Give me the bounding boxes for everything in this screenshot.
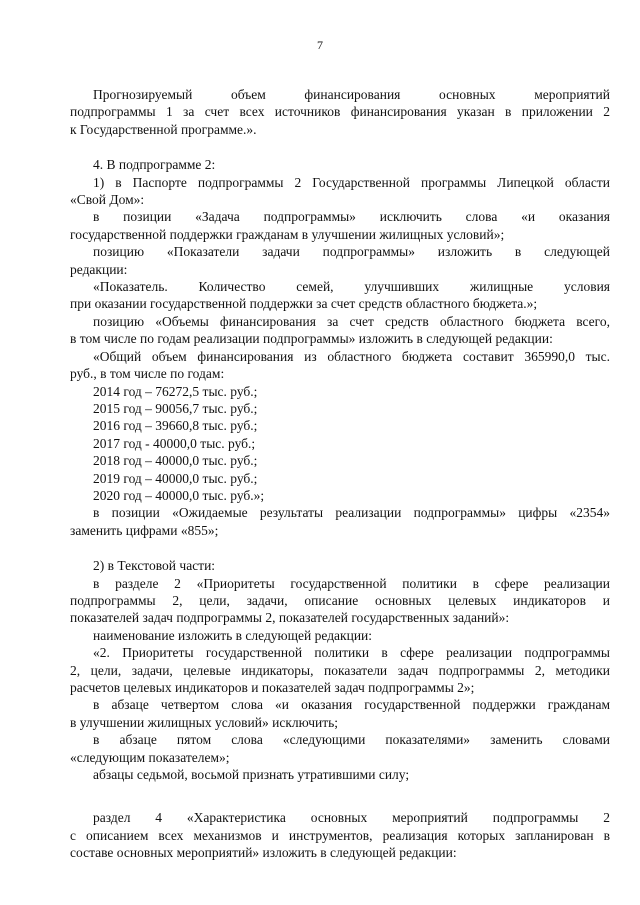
year-2014: 2014 год – 76272,5 тыс. руб.; (93, 383, 258, 399)
intro-line-1: Прогнозируемый объем финансирования основных мероприятий (93, 87, 610, 102)
section-4-heading: 4. В подпрограмме 2: (93, 157, 216, 173)
indicator-value-line-2: при оказании государственной поддержки за счет средств областного бюджета.»; (70, 296, 538, 312)
title-instruction: наименование изложить в следующей редакции: (93, 627, 373, 643)
intro-line-3: к Государственной программе.». (70, 121, 257, 137)
page-number: 7 (317, 38, 323, 52)
year-2018: 2018 год – 40000,0 тыс. руб.; (93, 453, 258, 469)
passport-line-1: 1) в Паспорте подпрограммы 2 Государственной программы Липецкой области (93, 174, 610, 190)
year-2016: 2016 год – 39660,8 тыс. руб.; (93, 418, 258, 434)
year-2015: 2015 год – 90056,7 тыс. руб.; (93, 400, 258, 416)
paragraphs-7-8: абзацы седьмой, восьмой признать утратившими силу; (93, 767, 410, 783)
new-title-line-1: «2. Приоритеты государственной политики в сфере реализации подпрограммы (93, 645, 610, 661)
section-2-line-2: подпрограммы 2, цели, задачи, описание основных целевых индикаторов и (70, 592, 610, 608)
passport-line-2: «Свой Дом»: (70, 192, 145, 208)
expected-results-line-2: заменить цифрами «855»; (70, 522, 219, 538)
indicators-line-1: позицию «Показатели задачи подпрограммы» изложить в следующей (93, 244, 610, 260)
section-4-line-2: с описанием всех механизмов и инструментов, реализация которых запланирован в (70, 827, 610, 843)
task-line-2: государственной поддержки гражданам в улучшении жилищных условий»; (70, 226, 505, 242)
expected-results-line-1: в позиции «Ожидаемые результаты реализации подпрограммы» цифры «2354» (93, 505, 610, 521)
financing-line-1: позицию «Объемы финансирования за счет средств областного бюджета всего, (93, 313, 610, 329)
document-body (70, 86, 610, 862)
financing-line-2: в том числе по годам реализации подпрограммы» изложить в следующей редакции: (70, 331, 553, 347)
indicators-line-2: редакции: (70, 261, 128, 277)
intro-line-2: подпрограммы 1 за счет всех источников финансирования указан в приложении 2 (70, 104, 610, 120)
year-2019: 2019 год – 40000,0 тыс. руб.; (93, 470, 258, 486)
task-line-1: в позиции «Задача подпрограммы» исключить слова «и оказания (93, 209, 610, 225)
spacer (70, 539, 610, 557)
new-title-line-2: 2, цели, задачи, целевые индикаторы, показатели задач подпрограммы 2, методики (70, 662, 610, 678)
spacer (70, 783, 610, 809)
total-financing-line-1: «Общий объем финансирования из областного бюджета составит 365990,0 тыс. (93, 348, 610, 364)
text-part-heading: 2) в Текстовой части: (93, 558, 216, 574)
year-2020: 2020 год – 40000,0 тыс. руб.»; (93, 487, 265, 503)
paragraph-5-line-1: в абзаце пятом слова «следующими показателями» заменить словами (93, 732, 610, 748)
paragraph-4-line-1: в абзаце четвертом слова «и оказания государственной поддержки гражданам (93, 697, 610, 713)
paragraph-5-line-2: «следующим показателем»; (70, 749, 230, 765)
section-4-line-1: раздел 4 «Характеристика основных мероприятий подпрограммы 2 (93, 810, 610, 826)
section-4-line-3: составе основных мероприятий» изложить в следующей редакции: (70, 845, 457, 861)
section-2-line-3: показателей задач подпрограммы 2, показателей государственных заданий»: (70, 610, 510, 626)
total-financing-line-2: руб., в том числе по годам: (70, 366, 225, 382)
paragraph-4-line-2: в улучшении жилищных условий» исключить; (70, 714, 339, 730)
section-2-line-1: в разделе 2 «Приоритеты государственной политики в сфере реализации (93, 575, 610, 591)
new-title-line-3: расчетов целевых индикаторов и показателей задач подпрограммы 2»; (70, 680, 475, 695)
spacer (70, 138, 610, 156)
year-2017: 2017 год - 40000,0 тыс. руб.; (93, 435, 256, 451)
indicator-value-line-1: «Показатель. Количество семей, улучшивших жилищные условия (93, 279, 610, 295)
